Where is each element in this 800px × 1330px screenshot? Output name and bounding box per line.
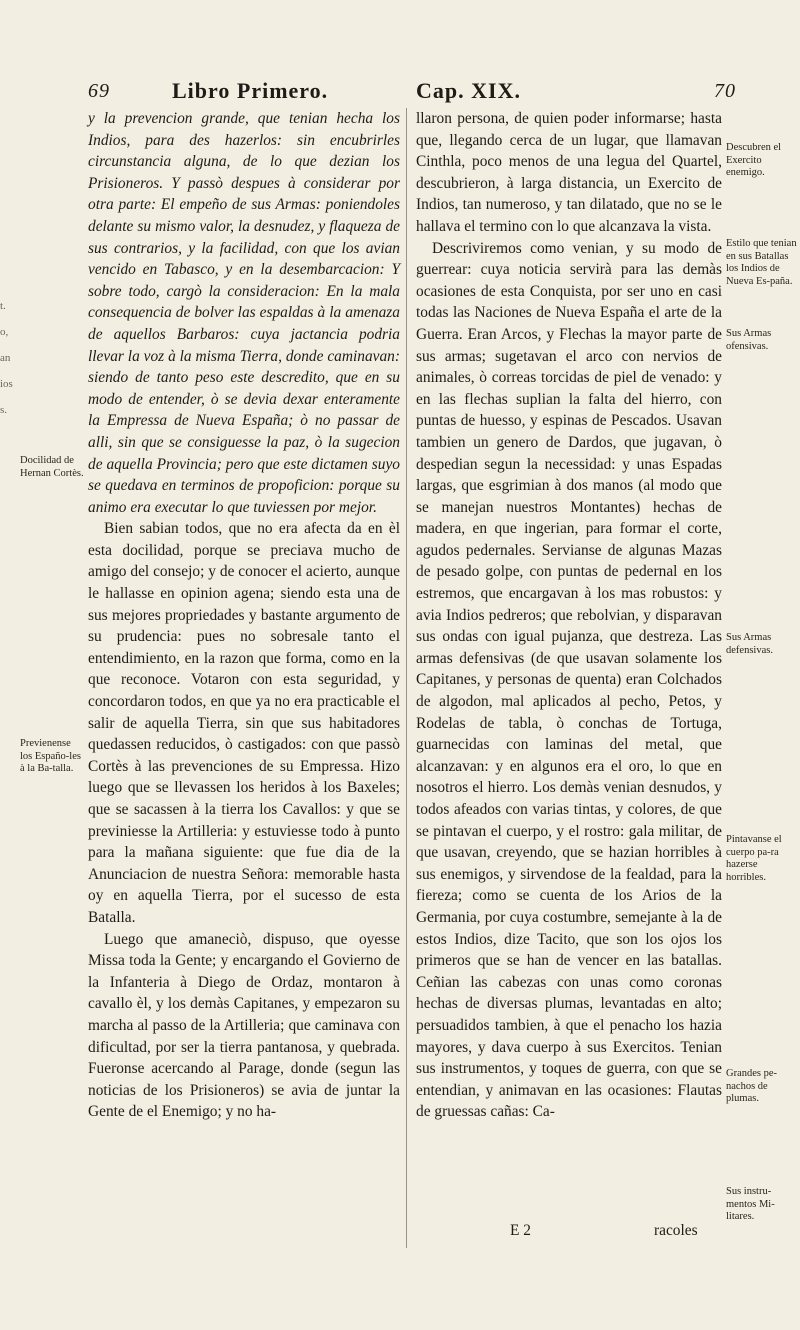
edge-fragment: an (0, 352, 11, 364)
book-title: Libro Primero. (172, 78, 329, 103)
catchword: racoles (654, 1222, 698, 1239)
edge-fragment: ios (0, 378, 13, 390)
paragraph: Luego que amaneciò, dispuso, que oyesse Missa toda la Gente; y encargando el Govierno de la Infanteria à Diego de Ordaz, montaron à cavallo èl, y los demàs Capitanes, y empezaron su marcha al passo de la Artilleria; que caminava con dificultad, por ser la tierra pantanosa, y quebrada. Fueronse acercando al Parage, donde (segun las noticias de los Prisioneros) se avia de juntar la Gente de el Enemigo; y no ha- (88, 930, 400, 1121)
margin-note-estilo: Estilo que tenian en sus Batallas los Indios de Nueva Es-paña. (726, 238, 797, 287)
right-running-header (416, 78, 736, 108)
left-page-number: 69 (88, 80, 110, 102)
margin-note-penachos: Grandes pe-nachos de plumas. (726, 1068, 778, 1104)
paragraph: llaron persona, de quien poder informarse; hasta que, llegando cerca de un lugar, que llamavan Cinthla, poco menos de una legua del Quartel, descubrieron, à larga distancia, un Exercito de Indios, tan numeroso, y tan dilatado, que no se le hallava el termino con lo que alcanzava la vista. (416, 110, 722, 235)
margin-note-descubren: Descubren el Exercito enemigo. (726, 142, 782, 178)
edge-fragment (0, 391, 14, 404)
chapter-heading: Cap. XIX. (416, 78, 521, 103)
facing-page-edge-fragments (0, 300, 14, 417)
signature-mark: E 2 (510, 1222, 531, 1239)
edge-fragment (0, 365, 14, 378)
margin-note-instrumentos: Sus instru-mentos Mi-litares. (726, 1186, 775, 1222)
edge-fragment: s. (0, 404, 8, 416)
column-divider (406, 108, 407, 1248)
paragraph: Descriviremos como venian, y su modo de guerrear: cuya noticia servirà para las demàs ocasiones de esta Conquista, por ser uno en casi todas las Naciones de Nueva España el arte de la Guerra. Eran Arcos, y Flechas la mayor parte de sus armas; sugetavan el arco con nervios de animales, ò correas torcidas de piel de venado: y en las flechas suplian la falta del hierro, con puntas de huesso, y espinas de Pescados. Usavan tambien un genero de Dardos, que jugavan, ò despedian segun la necessidad: y unas Espadas largas, que esgrimian à dos manos (al modo que se manejan nuestros Montantes) hechas de madera, en que ingerian, para formar el corte, agudos pedernales. Servianse de algunas Mazas de pesado golpe, con puntas de pedernal en los estremos, que encargavan à los mas robustos: y avia Indios pedreros; que rebolvian, y disparavan sus ondas con igual pujanza, que destreza. Las armas defensivas (de que usavan solamente los Capitanes, y personas de quenta) eran Colchados de algodon, mal aplicados al pecho, Petos, y Rodelas de tabla, ò conchas de Tortuga, guarnecidas con laminas del metal, que alcanzavan: y en algunos era el oro, lo que en nosotros el hierro. Los demàs venian desnudos, y todos afeados con varias tintas, y colores, de que se pintavan el cuerpo, y el rostro: gala militar, de que usavan, creyendo, que se hazian horribles à sus enemigos, y sirvendose de la fealdad, para la fiereza; como se cuenta de los Arios de la Germania, por cuya costumbre, semejante à la de estos Indios, dize Tacito, que son los ojos los primeros que se han de vencer en las batallas. Ceñian las cabezas con unas como coronas hechas de diversas plumas, levantadas en alto; persuadidos tambien, à que el penacho los hazia mayores, y dava cuerpo à sus Exercitos. Tenian sus instrumentos, y toques de guerra, con que se entendian, y animavan en las ocasiones: Flautas de gruessas cañas: Ca- (416, 239, 722, 1121)
margin-note-docilidad: Docilidad de Hernan Cortès. (20, 455, 84, 479)
edge-fragment: o, (0, 326, 9, 338)
margin-note-armas-defensivas: Sus Armas defensivas. (726, 632, 773, 656)
margin-note-armas-ofensivas: Sus Armas ofensivas. (726, 328, 772, 352)
left-text-column (88, 108, 400, 1123)
edge-fragment: t. (0, 300, 6, 312)
margin-note-previenense: Previenense los Españo-les à la Ba-talla. (20, 738, 81, 774)
right-text-column (416, 108, 722, 1123)
edge-fragment (0, 339, 14, 352)
right-page-number: 70 (714, 80, 736, 102)
margin-note-pintavanse: Pintavanse el cuerpo pa-ra hazerse horribles. (726, 834, 782, 883)
left-running-header (88, 78, 398, 108)
paragraph: Bien sabian todos, que no era afecta da en èl esta docilidad, porque se preciava mucho de amigo del consejo; y de conocer el acierto, aunque le hallasse en opinion agena; siendo esta una de sus mejores propriedades y bastante argumento de su prudencia: pues no sobresale tanto el entendimiento, en la razon que forma, como en la que reconoce. Votaron con esta seguridad, y concordaron todos, en que ya no era practicable el salir de aquella Tierra, sin que sus habitadores quedassen reducidos, ò castigados: con que passò Cortès à las prevenciones de su Empressa. Hizo luego que se llevassen los heridos à los Baxeles; que se sacassen à la tierra los Cavallos: y que se previniesse la Artilleria: y estuviesse todo à punto para la mañana siguiente: que fue dia de la Anunciacion de nuestra Señora: memorable hasta oy en aquella Tierra, por el sucesso de esta Batalla. (88, 520, 400, 926)
edge-fragment (0, 313, 14, 326)
paragraph: y la prevencion grande, que tenian hecha los Indios, para des hazerlos: sin encubrirles circunstancia alguna, de lo que dezian los Prisioneros. Y passò despues à considerar por otra parte: El empeño de sus Armas: poniendoles delante su mismo valor, la desnudez, y flaqueza de sus contrarios, y la facilidad, con que los avian vencido en Tabasco, y en la desembarcacion: Y sobre todo, cargò la consideracion: En la mala consequencia de bolver las espaldas à la amenaza de aquellos Barbaros: cuya jactancia podria llevar la voz à la misma Tierra, donde caminavan: siendo de tanto peso este descredito, que en su modo de entender, ò se devia dexar enteramente la Empressa de Nueva España; ò no passar de alli, sin que se consiguesse la paz, ò la sugecion de aquella Provincia; pero que este dictamen suyo se quedava en terminos de propoficion: porque su animo era executar lo que tuviessen por mejor. (88, 110, 400, 516)
